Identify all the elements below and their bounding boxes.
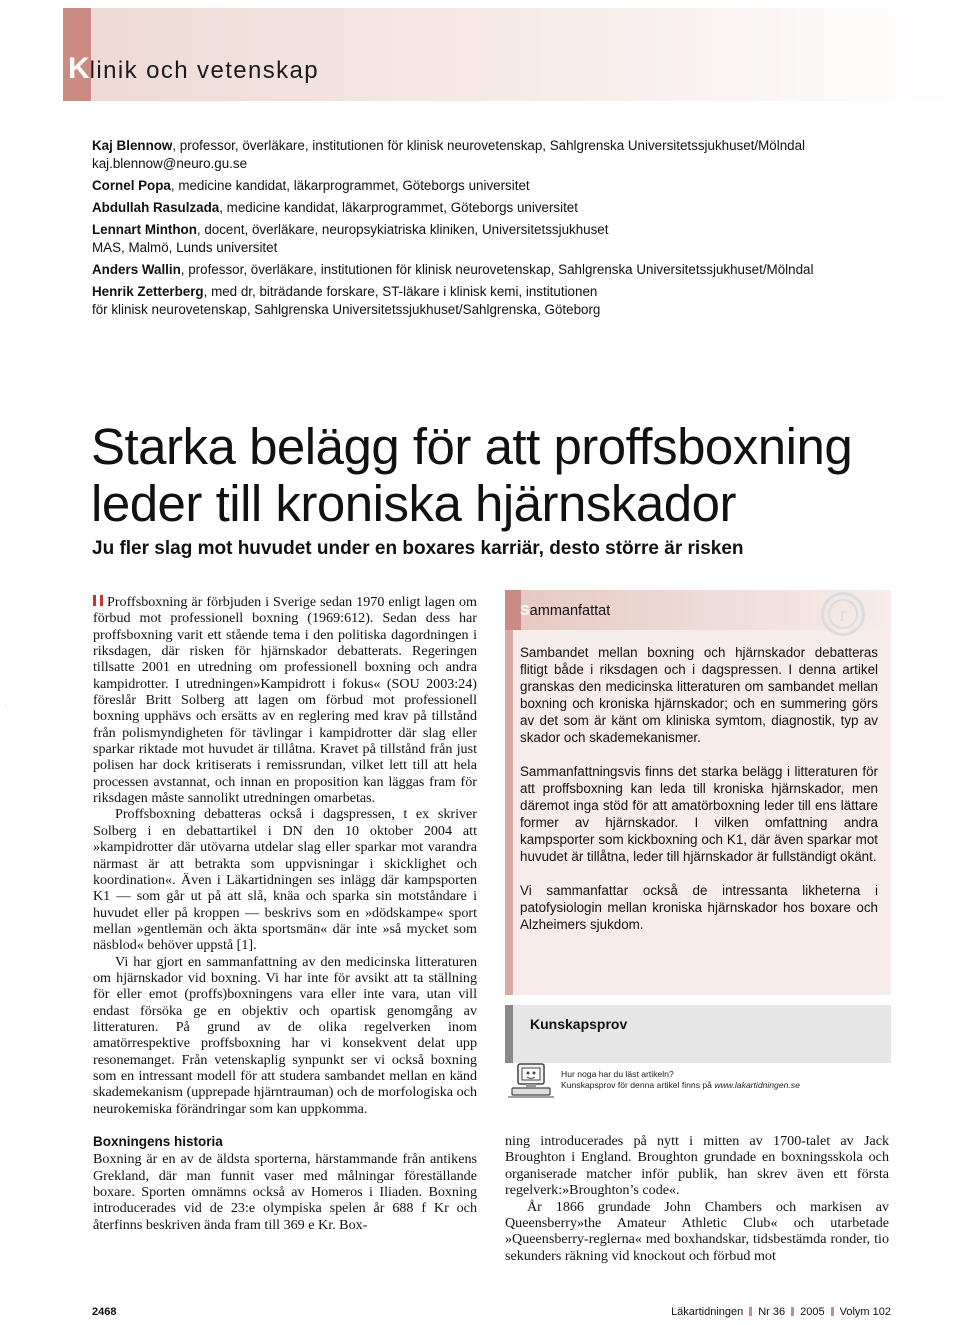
body-paragraph	[93, 594, 477, 806]
author-line	[92, 221, 922, 239]
author-affiliation: för klinisk neurovetenskap, Sahlgrenska Universitetssjukhuset/Sahlgrenska, Göteborg	[92, 302, 601, 317]
author-line	[92, 261, 922, 279]
body-column-right	[505, 1133, 889, 1264]
section-title	[68, 52, 319, 86]
author-affiliation: , medicine kandidat, läkarprogrammet, Göteborgs universitet	[170, 178, 530, 193]
quiz-text	[561, 1069, 891, 1090]
author-affiliation: , medicine kandidat, läkarprogrammet, Göteborgs universitet	[219, 200, 578, 215]
summary-paragraph: Sambandet mellan boxning och hjärnskador debatteras flitigt både i riksdagen och i dagspressen. I denna artikel granskas den medicinska litteraturen om sambandet mellan boxning och kroniska hjärnskador; och en summering görs av det som är känt om kliniska symtom, diagnostik, typ av skador och skademekanismer.	[520, 645, 878, 745]
quiz-title: Kunskapsprov	[530, 1016, 628, 1032]
footer-volume: Volym 102	[839, 1306, 891, 1318]
author-name: Anders Wallin	[92, 262, 181, 277]
body-paragraph: Boxning är en av de äldsta sporterna, härstammande från antikens Grekland, där man funnit vaser med målningar föreställande boxare. Sporten omnämns också av Homeros i Iliaden. Boxning introducerades vid de 23:e olympiska spelen år 688 f Kr och återfinns beskriven ända fram till 369 e Kr. Box-	[93, 1151, 477, 1233]
article-title-line: leder till kroniska hjärnskador	[91, 475, 736, 532]
footer-journal: Läkartidningen	[671, 1306, 744, 1318]
summary-body	[520, 644, 878, 950]
footer-year: 2005	[800, 1306, 825, 1318]
author-line	[92, 137, 922, 155]
author-affiliation: , professor, överläkare, institutionen för klinisk neurovetenskap, Sahlgrenska Universitetssjukhuset/Mölndal	[172, 138, 806, 153]
author-line	[92, 239, 922, 257]
section-title-initial: K	[68, 52, 90, 85]
summary-paragraph: Vi sammanfattar också de intressanta likheterna i patofysiologin mellan kroniska hjärnskador hos boxare och Alzheimers sjukdom.	[520, 883, 878, 932]
author-name: Henrik Zetterberg	[92, 284, 204, 299]
summary-header-accent	[505, 590, 521, 630]
author-line	[92, 199, 922, 217]
article-title-line: Starka belägg för att proffsboxning	[91, 418, 853, 475]
body-paragraph: Vi har gjort en sammanfattning av den medicinska litteraturen om hjärnskador vid boxning. Vi har inte för avsikt att ta ställning för eller emot (proffs)boxningens vara eller inte vara, utan vill endast försöka ge en objektiv och opartisk genomgång av litteraturen. På grund av de olika regelverken inom amatörrespektive proffsboxning har vi konsekvent delat upp resonemanget. Från vetenskaplig synpunkt ser vi också boxning som en intressant modell för att studera sambandet mellan en känd skademekanism (upprepade hjärntrauman) och de morfologiska och neurokemiska förändringar som kan uppkomma.	[93, 953, 477, 1117]
author-name: Kaj Blennow	[92, 138, 173, 153]
summary-title-initial: S	[520, 603, 530, 619]
author-name: Lennart Minthon	[92, 222, 197, 237]
author-affiliation: MAS, Malmö, Lunds universitet	[92, 240, 278, 255]
body-paragraph: Proffsboxning debatteras också i dagspressen, t ex skriver Solberg i en debattartikel i DN den 10 oktober 2004 att »kampidrotter där utövarna utdelar slag eller sparkar mot varandra närmast är att betrakta som uppvisningar i skicklighet och koordination«. Även i Läkartidningen ses inlägg där kampsporten K1 — som går ut på att slå, knäa och sparka sin motståndare i huvudet eller på kroppen — beskrivs som en »dödskampe« sport mellan »gentlemän och äkta sportsmän« där inte »så mycket som näsblod« behöver uppstå [1].	[93, 806, 477, 954]
section-title-rest: linik och vetenskap	[89, 57, 320, 84]
paragraph-mark-icon	[93, 595, 103, 606]
quiz-question: Hur noga har du läst artikeln?	[561, 1069, 674, 1079]
quiz-info	[561, 1080, 891, 1091]
page-number: 2468	[92, 1306, 117, 1318]
section-heading: Boxningens historia	[93, 1134, 223, 1149]
body-paragraph: ning introducerades på nytt i mitten av 1700-talet av Jack Broughton i England. Broughton grundade en boxningsskola och organiserade matcher inför publik, han skrev även ett första regelverk:»Broughton’s code«.	[505, 1133, 889, 1199]
author-affiliation: , med dr, biträdande forskare, ST-läkare i klinisk kemi, institutionen	[203, 284, 598, 299]
quiz-box	[505, 1005, 891, 1063]
author-affiliation: , professor, överläkare, institutionen för klinisk neurovetenskap, Sahlgrenska Universitetssjukhuset/Mölndal	[180, 262, 814, 277]
summary-title	[520, 603, 610, 619]
summary-title-rest: ammanfattat	[529, 603, 611, 619]
author-line	[92, 301, 922, 319]
footer-separator	[749, 1307, 752, 1316]
footer-issue: Nr 36	[758, 1306, 786, 1318]
journal-footer	[671, 1306, 891, 1318]
article-subtitle: Ju fler slag mot huvudet under en boxares karriär, desto större är risken	[92, 538, 744, 559]
body-column-left	[93, 594, 477, 1233]
summary-paragraph: Sammanfattningsvis finns det starka belägg i litteraturen för att proffsboxning kan leda till kroniska hjärnskador, men däremot inga stöd för att amatörboxning leder till ens lättare former av hjärnskador. I vilken omfattning andra kampsporter som kickboxning och K1, där även sparkar mot huvudet är tillåtna, leder till hjärnskador är fullständigt okänt.	[520, 764, 878, 864]
author-line	[92, 283, 922, 301]
computer-quiz-icon	[506, 1061, 556, 1101]
author-list	[92, 137, 922, 319]
author-line	[92, 177, 922, 195]
footer-separator	[831, 1307, 834, 1316]
registered-logo-icon: r	[821, 592, 865, 636]
author-name: Cornel Popa	[92, 178, 171, 193]
author-email[interactable]	[92, 155, 922, 173]
author-affiliation: , docent, överläkare, neuropsykiatriska kliniken, Universitetssjukhuset	[196, 222, 609, 237]
author-name: Abdullah Rasulzada	[92, 200, 220, 215]
article-title	[91, 418, 911, 532]
body-paragraph: År 1866 grundade John Chambers och markisen av Queensberry»the Amateur Athletic Club« och utarbetade »Queensberry-reglerna« med boxhandskar, tidsbestämda ronder, tio sekunders räkning vid knockout och förbud mot	[505, 1198, 889, 1264]
quiz-info-text: Kunskapsprov för denna artikel finns på	[561, 1079, 715, 1090]
margin-mark: ·	[5, 703, 7, 709]
author-email-text[interactable]: kaj.blennow@neuro.gu.se	[92, 156, 248, 171]
footer-separator	[791, 1307, 794, 1316]
body-paragraph-text: Proffsboxning är förbjuden i Sverige sedan 1970 enligt lagen om förbud mot professionell boxning (1969:612). Sedan dess har proffsboxning varit ett stående tema i den politiska dagordningen i riksdagen, där risken för hjärnskador debatterats. Regeringen tillsatte 2001 en utredning om professionell boxning och andra kampidrotter. I utredningen»Kampidrott i fokus« (SOU 2003:24) föreslår Britt Solberg att lagen om förbud mot professionell boxning upphävs och ersätts av en reglering med krav på tillstånd från polismyndigheten för tävlingar i kampidrotter där slag eller sparkar riktade mot huvudet är tillåtna. Kravet på tillstånd från just polisen har dock kritiserats i remissrundan, vilket lett till att hela processen avstannat, och innan en proposition kan läggas fram för riksdagen måste sannolikt utredningen omarbetas.	[93, 594, 477, 807]
quiz-link[interactable]: www.lakartidningen.se	[714, 1079, 800, 1090]
